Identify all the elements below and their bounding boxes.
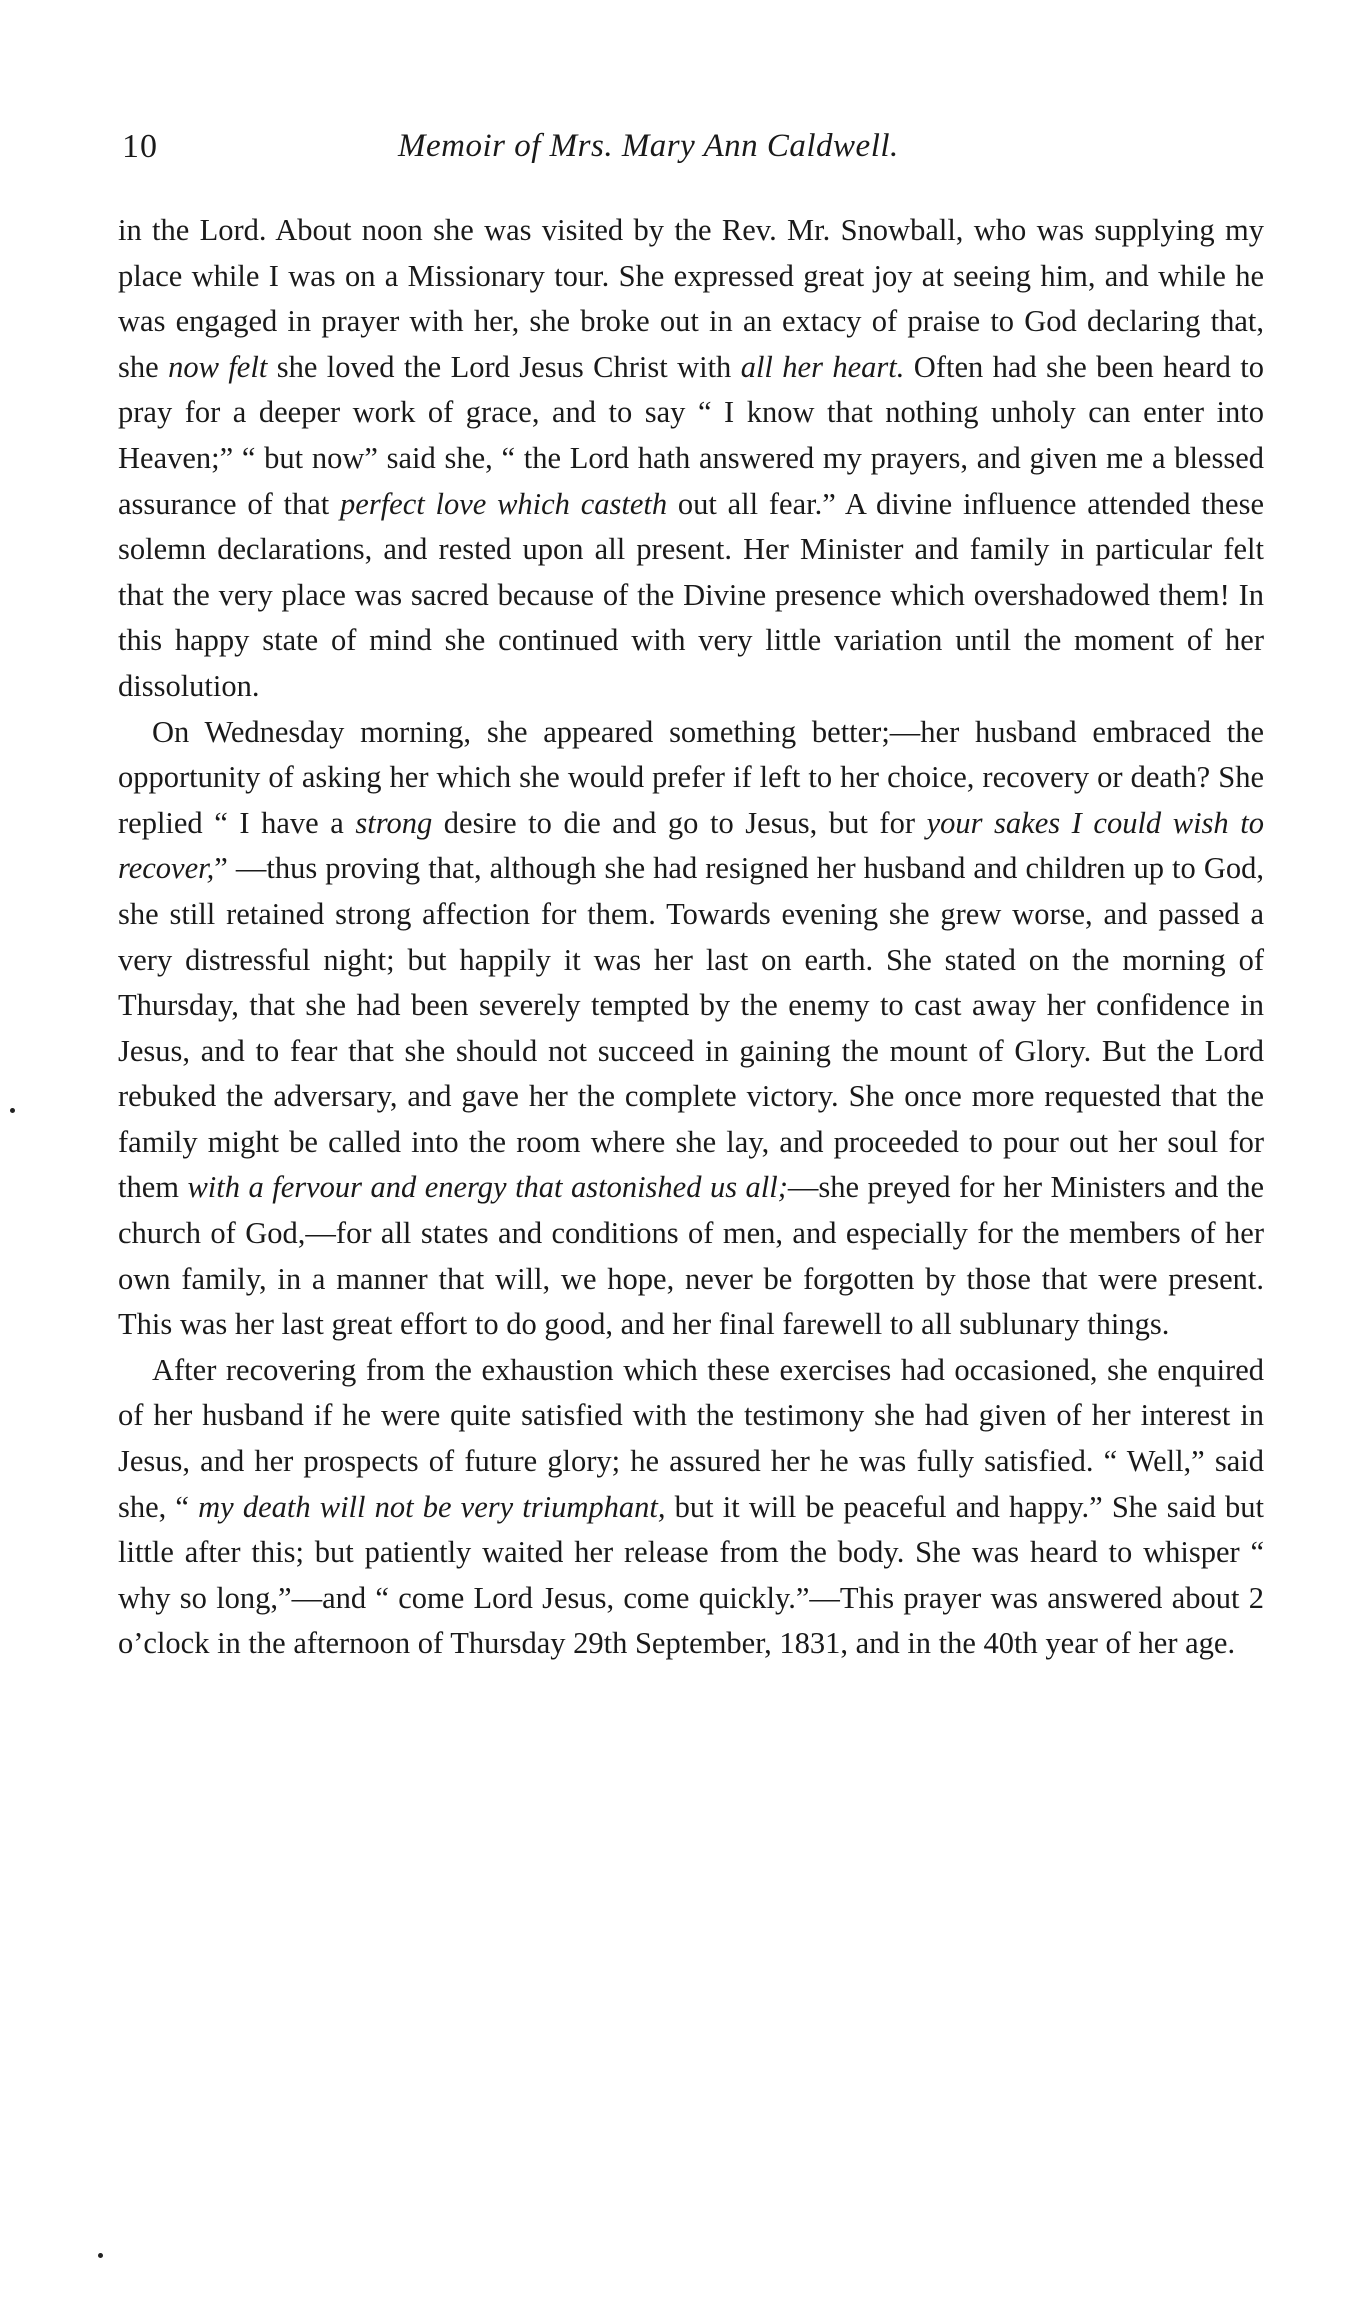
text-run: Often had she been heard to pray for a deeper work of grace, and to say “ I know that nothing unholy can enter into Heaven;” “ but now” said she, “ the Lord hath answered my prayers, and given me a blessed assurance of that bbox=[118, 349, 1264, 521]
italic-text-run: perfect love which casteth bbox=[340, 486, 668, 521]
margin-speck bbox=[98, 2253, 103, 2258]
body-text bbox=[118, 208, 1264, 1667]
running-head bbox=[118, 128, 1268, 168]
text-run: in the Lord. About noon she was visited by the Rev. Mr. Snowball, who was supplying my place while I was on a Missionary tour. She expressed great joy at seeing him, and while he was engaged in prayer with her, she broke out in an extacy of praise to God declaring that, she bbox=[118, 213, 1264, 384]
margin-speck bbox=[10, 1108, 15, 1113]
italic-text-run: with a fervour and energy that astonished us all; bbox=[187, 1170, 788, 1205]
page-number: 10 bbox=[122, 128, 158, 165]
italic-text-run: your sakes I could wish to recover, bbox=[118, 805, 1264, 886]
text-run: —she preyed for her Ministers and the church of God,—for all states and conditions of men, and especially for the members of her own family, in a manner that will, we hope, never be forgotten by those that were present. This was her last great effort to do good, and her final farewell to all sublunary things. bbox=[118, 1170, 1264, 1342]
paragraph-2 bbox=[118, 710, 1264, 1348]
text-run: she loved the Lord Jesus Christ with bbox=[267, 349, 741, 384]
italic-text-run: my death will not be very triumphant, bbox=[198, 1489, 666, 1524]
paragraph-1 bbox=[118, 208, 1264, 710]
text-run: ” —thus proving that, although she had resigned her husband and children up to God, she still retained strong affection for them. Towards evening she grew worse, and passed a very distressful night; but happily it was her last on earth. She stated on the morning of Thursday, that she had been severely tempted by the enemy to cast away her confidence in Jesus, and to fear that she should not succeed in gaining the mount of Glory. But the Lord rebuked the adversary, and gave her the complete victory. She once more requested that the family might be called into the room where she lay, and proceeded to pour out her soul for them bbox=[118, 851, 1264, 1205]
running-title: Memoir of Mrs. Mary Ann Caldwell. bbox=[398, 128, 899, 164]
text-run: desire to die and go to Jesus, but for bbox=[432, 805, 927, 840]
text-run: After recovering from the exhaustion which these exercises had occasioned, she enquired of her husband if he were quite satisfied with the testimony she had given of her interest in Jesus, and her prospects of future glory; he assured her he was fully satisfied. “ Well,” said she, “ bbox=[118, 1352, 1264, 1524]
text-run: On Wednesday morning, she appeared something better;—her husband embraced the opportunity of asking her which she would prefer if left to her choice, recovery or death? She replied “ I have a bbox=[118, 714, 1264, 840]
text-run: but it will be peaceful and happy.” She said but little after this; but patiently waited her release from the body. She was heard to whisper “ why so long,”—and “ come Lord Jesus, come quickly.”—This prayer was answered about 2 o’clock in the afternoon of Thursday 29th September, 1831, and in the 40th year of her age. bbox=[118, 1489, 1264, 1661]
text-run: out all fear.” A divine influence attended these solemn declarations, and rested upon all present. Her Minister and family in particular felt that the very place was sacred because of the Divine presence which overshadowed them! In this happy state of mind she continued with very little variation until the moment of her dissolution. bbox=[118, 486, 1264, 703]
italic-text-run: strong bbox=[355, 805, 433, 840]
italic-text-run: now felt bbox=[168, 349, 268, 384]
paragraph-3 bbox=[118, 1348, 1264, 1667]
italic-text-run: all her heart. bbox=[740, 349, 905, 384]
